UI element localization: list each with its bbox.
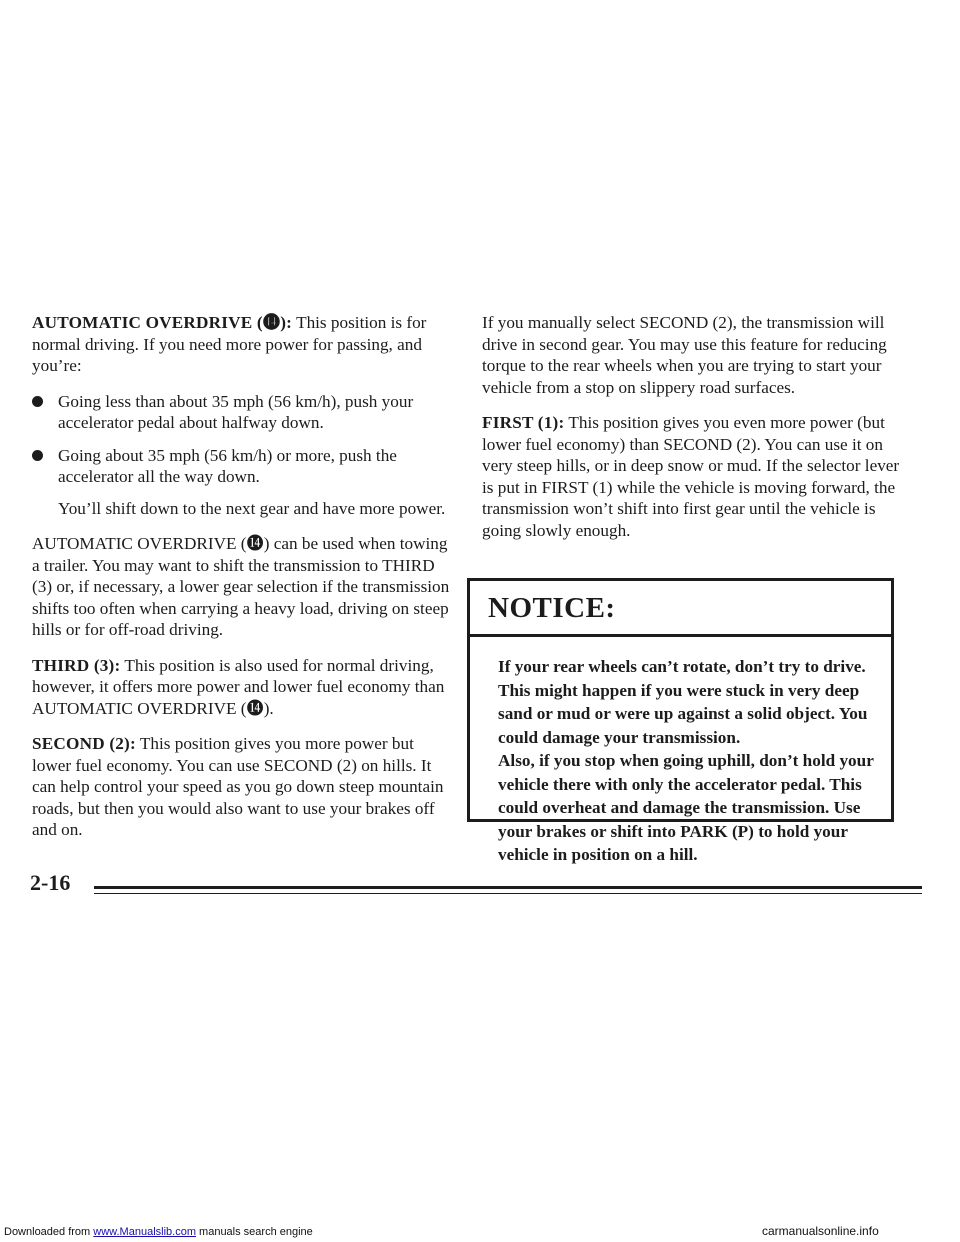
manual-second-paragraph: If you manually select SECOND (2), the transmission will drive in second gear. You may use this feature for reducing torque to the rear wheels when you are trying to start your vehicle from a stop on slippery road surfaces. xyxy=(482,313,887,397)
speed-bullet-list xyxy=(32,391,452,488)
third-text: This position is also used for normal driving, however, it offers more power and lower fuel economy than AUTOMATIC OVERDRIVE (⓮). xyxy=(32,655,445,718)
towing-paragraph: AUTOMATIC OVERDRIVE (⓮) can be used when towing a trailer. You may want to shift the transmission to THIRD (3) or, if necessary, a lower gear selection if the transmission shifts too often when carrying a heavy load, driving on steep hills or for off-road driving. xyxy=(32,534,450,639)
notice-title: NOTICE: xyxy=(470,581,891,637)
bullet-text-2: Going about 35 mph (56 km/h) or more, push the accelerator all the way down. xyxy=(58,445,397,486)
notice-body xyxy=(470,637,891,867)
first-text: This position gives you even more power (but lower fuel economy) than SECOND (2). You can use it on very steep hills, or in deep snow or mud. If the selector lever is put in FIRST (1) while the vehicle is moving forward, the transmission won’t shift into first gear until the vehicle is going slowly enough. xyxy=(482,413,900,540)
right-column xyxy=(482,312,902,555)
bullet-icon xyxy=(32,396,43,407)
second-paragraph xyxy=(32,733,452,841)
page-footer xyxy=(30,870,890,902)
left-column xyxy=(32,312,452,855)
second-heading: SECOND (2): xyxy=(32,734,136,753)
third-paragraph xyxy=(32,655,452,720)
notice-paragraph-1: If your rear wheels can’t rotate, don’t try to drive. This might happen if you were stuck in very deep sand or mud or were up against a solid object. You could damage your transmission. xyxy=(498,657,868,747)
notice-box xyxy=(467,578,894,864)
download-watermark xyxy=(4,1226,313,1238)
overdrive-paragraph xyxy=(32,312,452,377)
list-item xyxy=(32,445,452,488)
site-watermark: carmanualsonline.info xyxy=(762,1224,879,1238)
page-number: 2-16 xyxy=(30,870,71,895)
footer-rule-thick xyxy=(94,886,922,889)
overdrive-heading: AUTOMATIC OVERDRIVE (⓮): xyxy=(32,313,293,332)
watermark-suffix: manuals search engine xyxy=(195,1226,313,1238)
first-heading: FIRST (1): xyxy=(482,413,565,432)
list-item xyxy=(32,391,452,434)
watermark-prefix: Downloaded from xyxy=(4,1226,94,1238)
overdrive-text: This position is for normal driving. If you need more power for passing, and you’re: xyxy=(32,313,427,375)
second-text: This position gives you more power but lower fuel economy. You can use SECOND (2) on hills. It can help control your speed as you go down steep mountain roads, but then you would also want to use your brakes off and on. xyxy=(32,734,444,839)
notice-paragraph-2: Also, if you stop when going uphill, don’t hold your vehicle there with only the accelerator pedal. This could overheat and damage the transmission. Use your brakes or shift into PARK (P) to hold your vehicle in position on a hill. xyxy=(498,751,874,864)
third-heading: THIRD (3): xyxy=(32,655,121,675)
manualslib-link[interactable]: www.Manualslib.com xyxy=(93,1226,196,1238)
footer-rule-thin xyxy=(94,893,922,894)
bullet-icon xyxy=(32,450,43,461)
bullet-text-1: Going less than about 35 mph (56 km/h), push your accelerator pedal about halfway down. xyxy=(58,391,414,432)
first-paragraph xyxy=(482,412,902,541)
shift-down-note: You’ll shift down to the next gear and have more power. xyxy=(58,498,446,518)
